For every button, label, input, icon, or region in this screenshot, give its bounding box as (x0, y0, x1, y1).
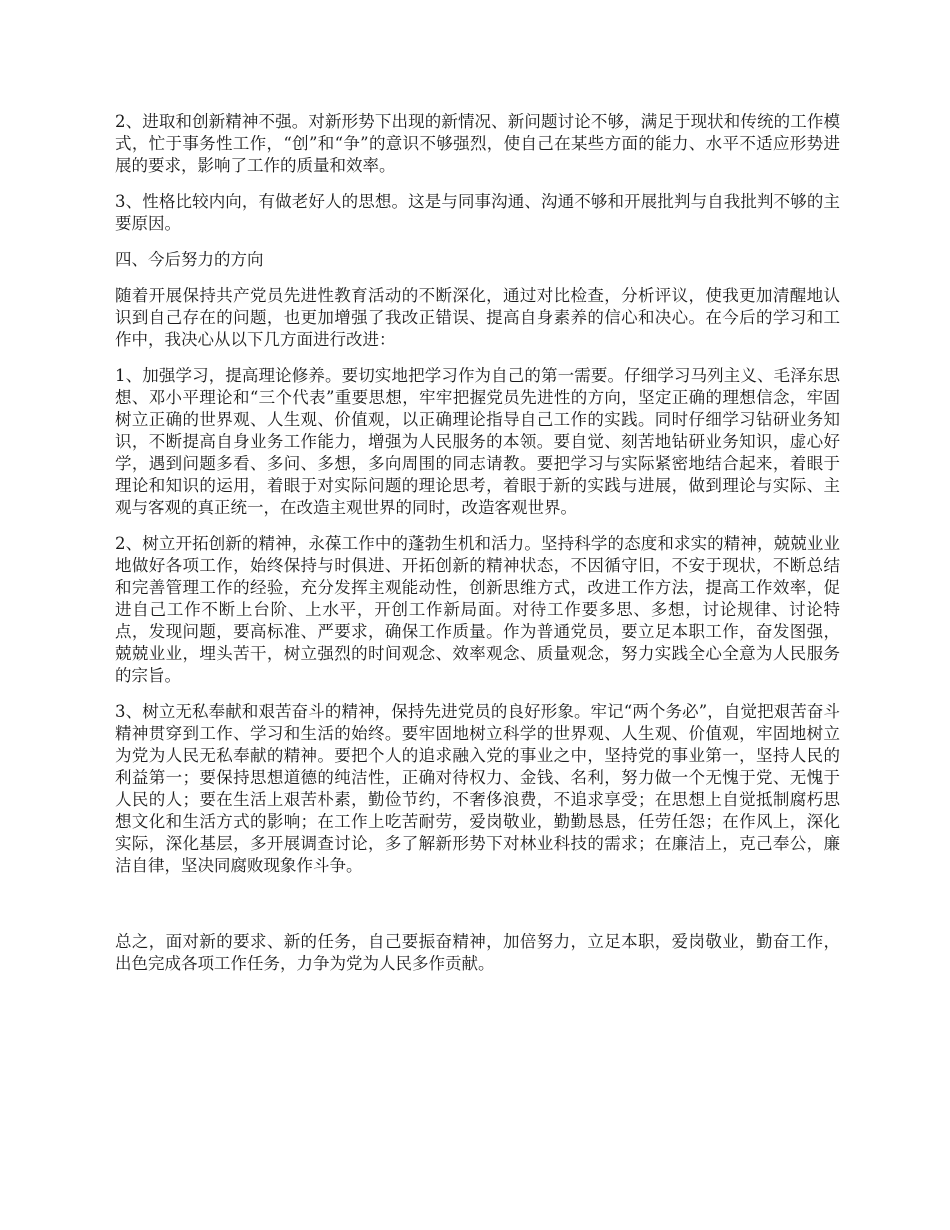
document-page (115, 111, 840, 989)
section-heading: 四、今后努力的方向 (115, 250, 264, 269)
paragraph-direction-2: 2、树立开拓创新的精神，永葆工作中的蓬勃生机和活力。坚持科学的态度和求实的精神，兢兢业业地做好各项工作，始终保持与时俱进、开拓创新的精神状态，不因循守旧，不安于现状，不断总结和完善管理工作的经验，充分发挥主观能动性，创新思维方式，改进工作方法，提高工作效率，促进自己工作不断上台阶、上水平，开创工作新局面。对待工作要多思、多想，讨论规律、讨论特点，发现问题，要高标准、严要求，确保工作质量。作为普通党员，要立足本职工作，奋发图强，兢兢业业，埋头苦干，树立强烈的时间观念、效率观念、质量观念，努力实践全心全意为人民服务的宗旨。 (115, 534, 840, 685)
paragraph-conclusion: 总之，面对新的要求、新的任务，自己要振奋精神，加倍努力，立足本职，爱岗敬业，勤奋工作，出色完成各项工作任务，力争为党为人民多作贡献。 (115, 932, 840, 973)
blank-gap (115, 891, 840, 931)
paragraph-intro: 随着开展保持共产党员先进性教育活动的不断深化，通过对比检查，分析评议，使我更加清醒地认识到自己存在的问题，也更加增强了我改正错误、提高自身素养的信心和决心。在今后的学习和工作中，我决心从以下几方面进行改进： (115, 286, 840, 349)
paragraph-weakness-2: 2、进取和创新精神不强。对新形势下出现的新情况、新问题讨论不够，满足于现状和传统的工作模式，忙于事务性工作，“创”和“争”的意识不够强烈，使自己在某些方面的能力、水平不适应形势进展的要求，影响了工作的质量和效率。 (115, 112, 840, 175)
paragraph-weakness-3: 3、性格比较内向，有做老好人的思想。这是与同事沟通、沟通不够和开展批判与自我批判不够的主要原因。 (115, 192, 840, 233)
paragraph-direction-3: 3、树立无私奉献和艰苦奋斗的精神，保持先进党员的良好形象。牢记“两个务必”，自觉把艰苦奋斗精神贯穿到工作、学习和生活的始终。要牢固地树立科学的世界观、人生观、价值观，牢固地树立为党为人民无私奉献的精神。要把个人的追求融入党的事业之中，坚持党的事业第一，坚持人民的利益第一；要保持思想道德的纯洁性，正确对待权力、金钱、名利，努力做一个无愧于党、无愧于人民的人；要在生活上艰苦朴素，勤俭节约，不奢侈浪费，不追求享受；在思想上自觉抵制腐朽思想文化和生活方式的影响；在工作上吃苦耐劳，爱岗敬业，勤勤恳恳，任劳任怨；在作风上，深化实际，深化基层，多开展调查讨论，多了解新形势下对林业科技的需求；在廉洁上，克己奉公，廉洁自律，坚决同腐败现象作斗争。 (115, 702, 840, 875)
paragraph-direction-1: 1、加强学习，提高理论修养。要切实地把学习作为自己的第一需要。仔细学习马列主义、毛泽东思想、邓小平理论和“三个代表”重要思想，牢牢把握党员先进性的方向，坚定正确的理想信念，牢固树立正确的世界观、人生观、价值观，以正确理论指导自己工作的实践。同时仔细学习钻研业务知识，不断提高自身业务工作能力，增强为人民服务的本领。要自觉、刻苦地钻研业务知识，虚心好学，遇到问题多看、多问、多想，多向周围的同志请教。要把学习与实际紧密地结合起来，着眼于理论和知识的运用，着眼于对实际问题的理论思考，着眼于新的实践与进展，做到理论与实际、主观与客观的真正统一，在改造主观世界的同时，改造客观世界。 (115, 366, 840, 517)
